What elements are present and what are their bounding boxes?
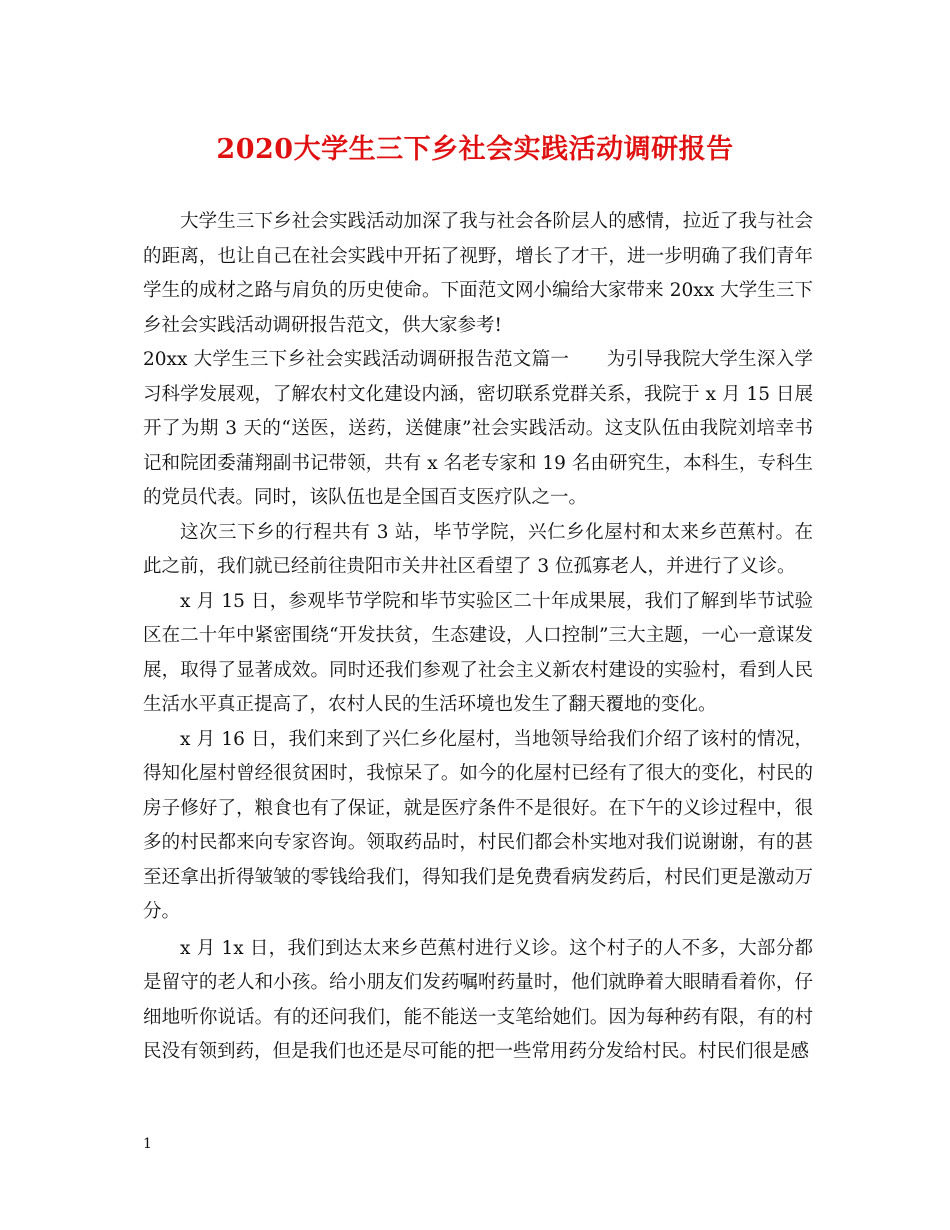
paragraph-itinerary: 这次三下乡的行程共有 3 站，毕节学院，兴仁乡化屋村和太来乡芭蕉村。在此之前，我们就已经前往贵阳市关井社区看望了 3 位孤寡老人，并进行了义诊。: [143, 521, 813, 577]
document-body: [143, 205, 813, 1070]
document-title: 2020大学生三下乡社会实践活动调研报告: [216, 134, 734, 165]
page-number: 1: [143, 1136, 152, 1152]
paragraph-day-1x: x 月 1x 日，我们到达太来乡芭蕉村进行义诊。这个村子的人不多，大部分都是留守的老人和小孩。给小朋友们发药嘱咐药量时，他们就睁着大眼睛看着你，仔细地听你说话。有的还问我们，能不能送一支笔给她们。因为每种药有限，有的村民没有领到药，但是我们也还是尽可能的把一些常用药分发给村民。村民们很是感: [143, 937, 813, 1062]
paragraph-intro: 大学生三下乡社会实践活动加深了我与社会各阶层人的感情，拉近了我与社会的距离，也让自己在社会实践中开拓了视野，增长了才干，进一步明确了我们青年学生的成材之路与肩负的历史使命。下面范文网小编给大家带来 20xx 大学生三下乡社会实践活动调研报告范文，供大家参考!: [143, 211, 813, 336]
paragraph-day-15: x 月 15 日，参观毕节学院和毕节实验区二十年成果展，我们了解到毕节试验区在二十年中紧密围绕“开发扶贫，生态建设，人口控制”三大主题，一心一意谋发展，取得了显著成效。同时还我们参观了社会主义新农村建设的实验村，看到人民生活水平真正提高了，农村人民的生活环境也发生了翻天覆地的变化。: [143, 590, 813, 715]
paragraph-article-one: 20xx 大学生三下乡社会实践活动调研报告范文篇一 为引导我院大学生深入学习科学发展观，了解农村文化建设内涵，密切联系党群关系，我院于 x 月 15 日展开了为期 3 天的“送医，送药，送健康”社会实践活动。这支队伍由我院刘培幸书记和院团委蒲翔副书记带领，共有 x 名老专家和 19 名由研究生，本科生，专科生的党员代表。同时，该队伍也是全国百支医疗队之一。: [143, 349, 813, 508]
paragraph-day-16: x 月 16 日，我们来到了兴仁乡化屋村，当地领导给我们介绍了该村的情况，得知化屋村曾经很贫困时，我惊呆了。如今的化屋村已经有了很大的变化，村民的房子修好了，粮食也有了保证，就是医疗条件不是很好。在下午的义诊过程中，很多的村民都来向专家咨询。领取药品时，村民们都会朴实地对我们说谢谢，有的甚至还拿出折得皱皱的零钱给我们，得知我们是免费看病发药后，村民们更是激动万分。: [143, 728, 813, 922]
